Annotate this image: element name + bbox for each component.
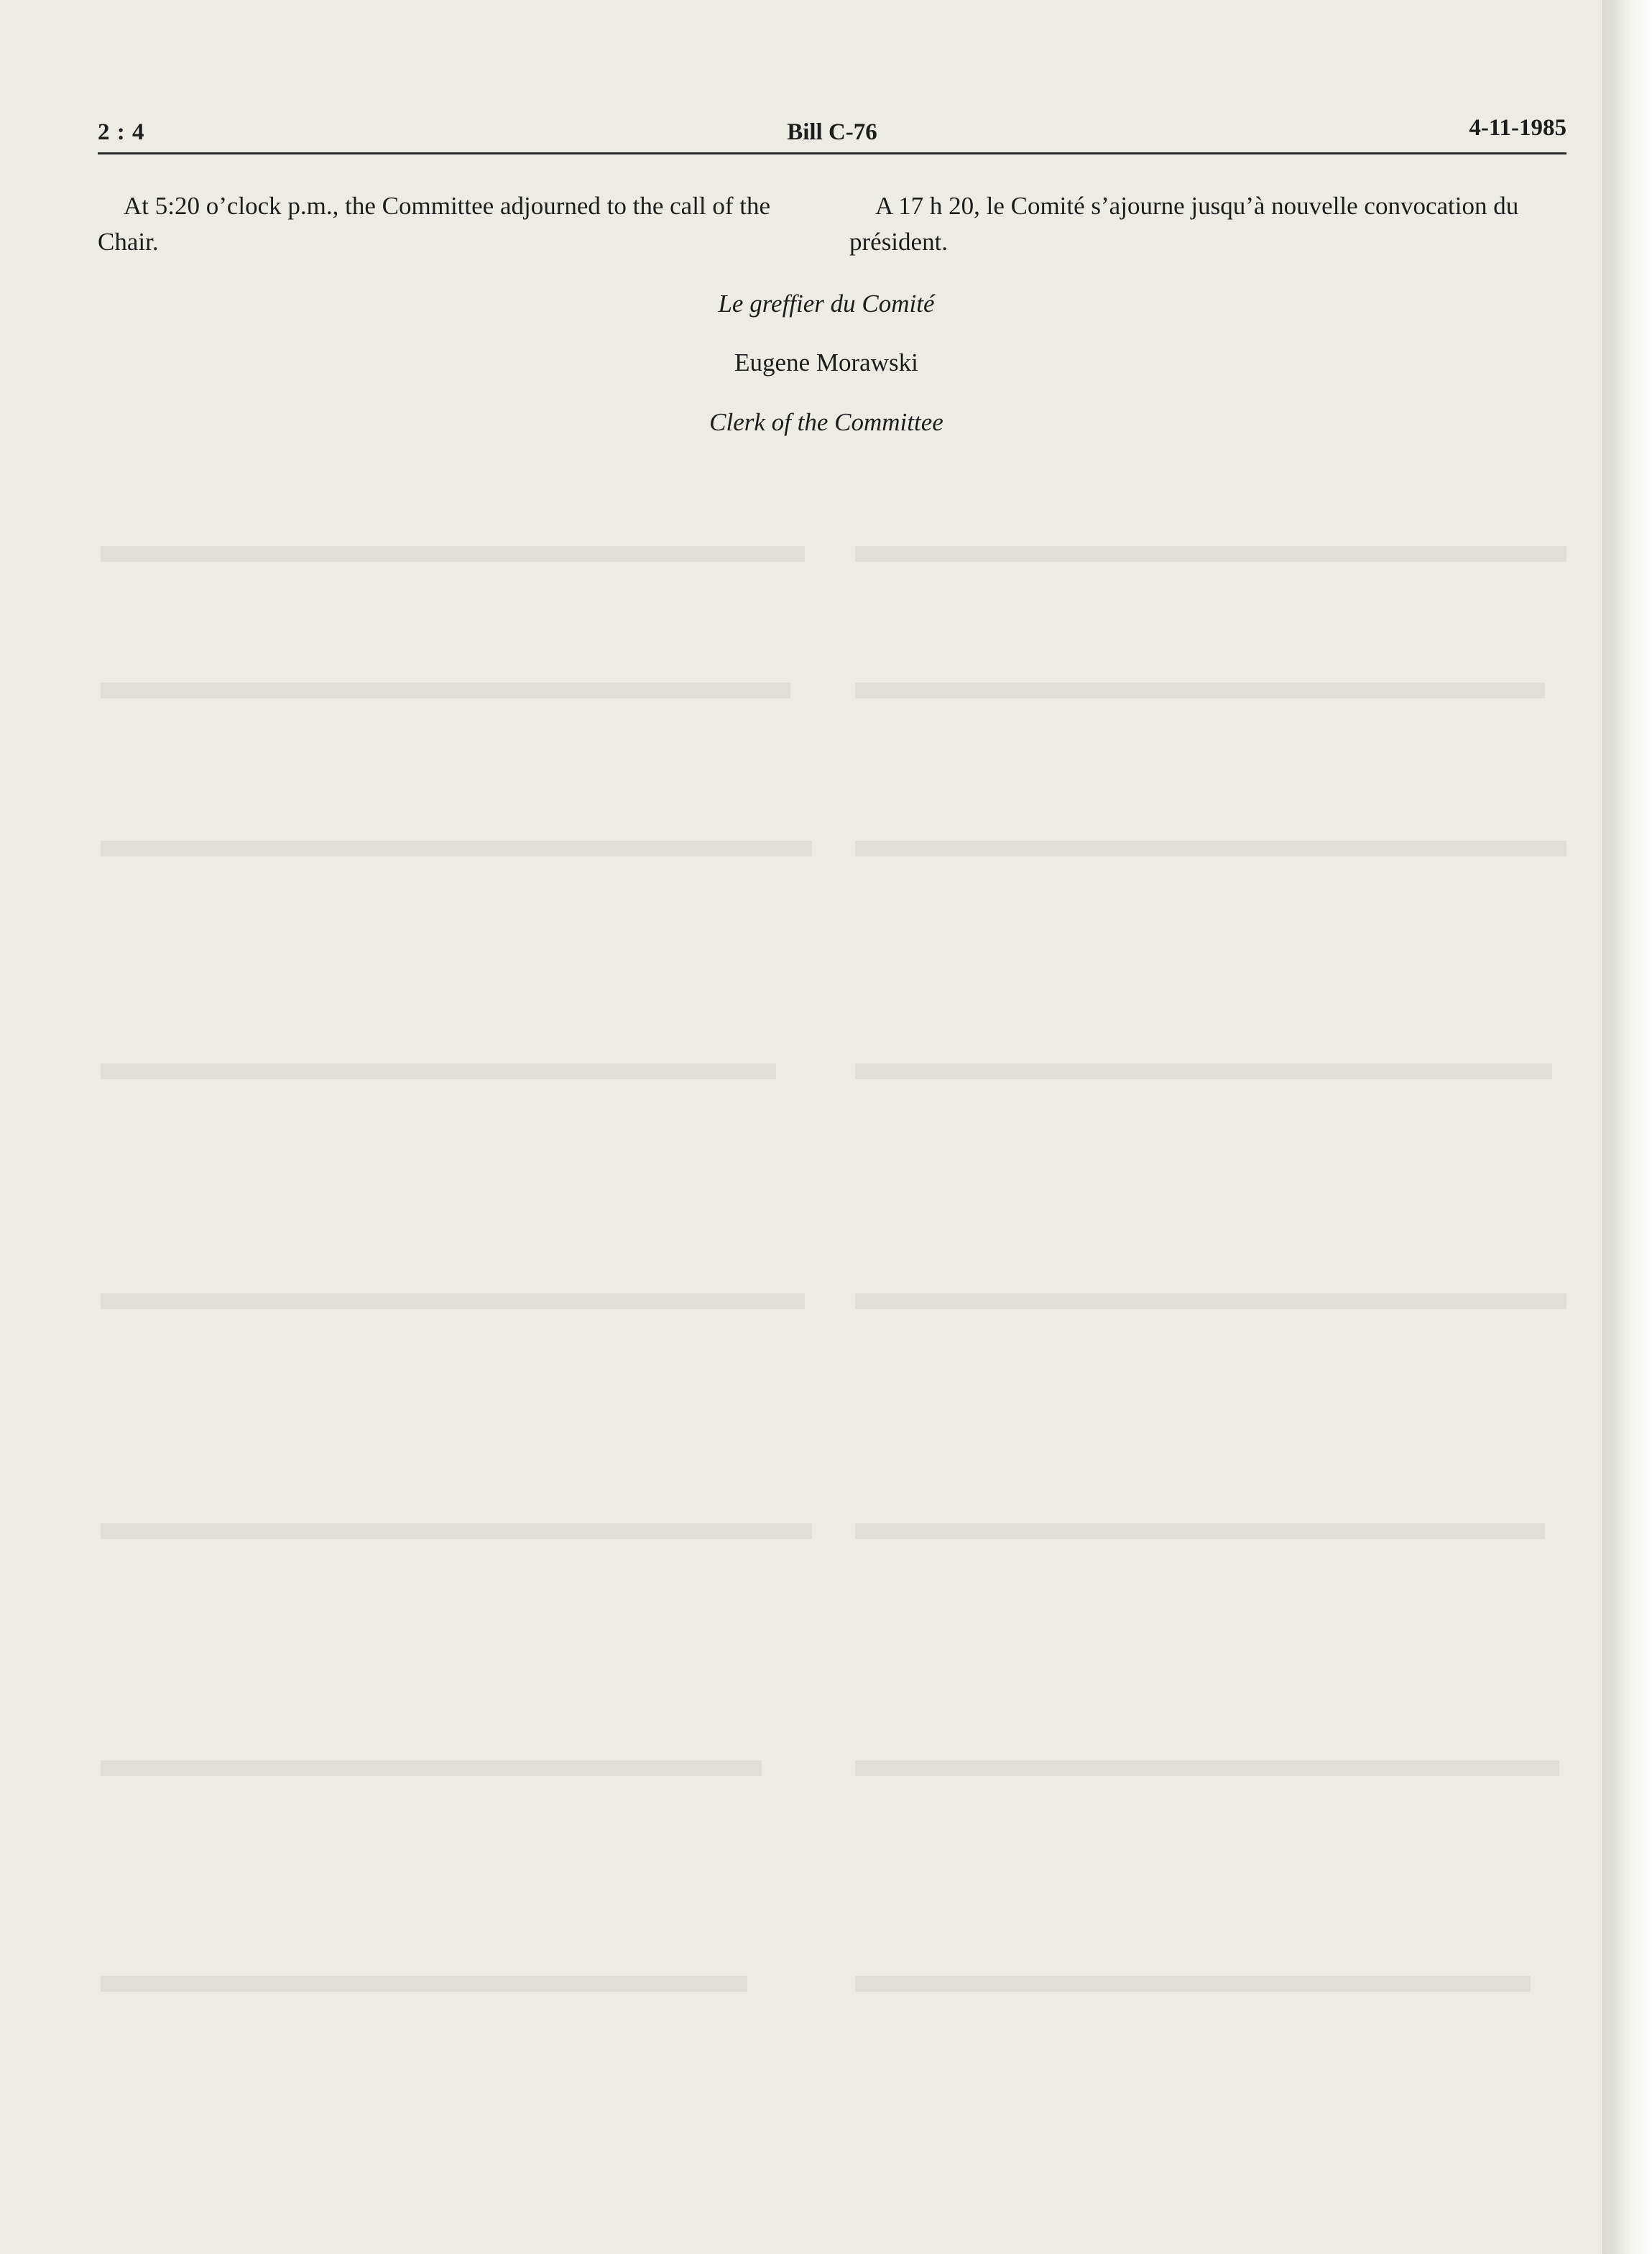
english-paragraph: At 5:20 o’clock p.m., the Committee adjourned to the call of the Chair. — [98, 192, 771, 256]
clerk-name: Eugene Morawski — [734, 348, 918, 377]
english-column — [98, 188, 816, 260]
french-paragraph: A 17 h 20, le Comité s’ajourne jusqu’à nouvelle convocation du président. — [849, 192, 1519, 256]
clerk-title-english: Clerk of the Committee — [709, 408, 943, 436]
page-edge — [1602, 0, 1652, 2254]
french-column — [849, 188, 1568, 260]
header-date: 4-11-1985 — [1469, 115, 1566, 141]
page-number: 2 : 4 — [98, 119, 145, 145]
bill-title: Bill C-76 — [787, 119, 877, 145]
clerk-title-french: Le greffier du Comité — [718, 290, 935, 318]
header-rule — [98, 152, 1566, 154]
running-header — [98, 112, 1566, 152]
